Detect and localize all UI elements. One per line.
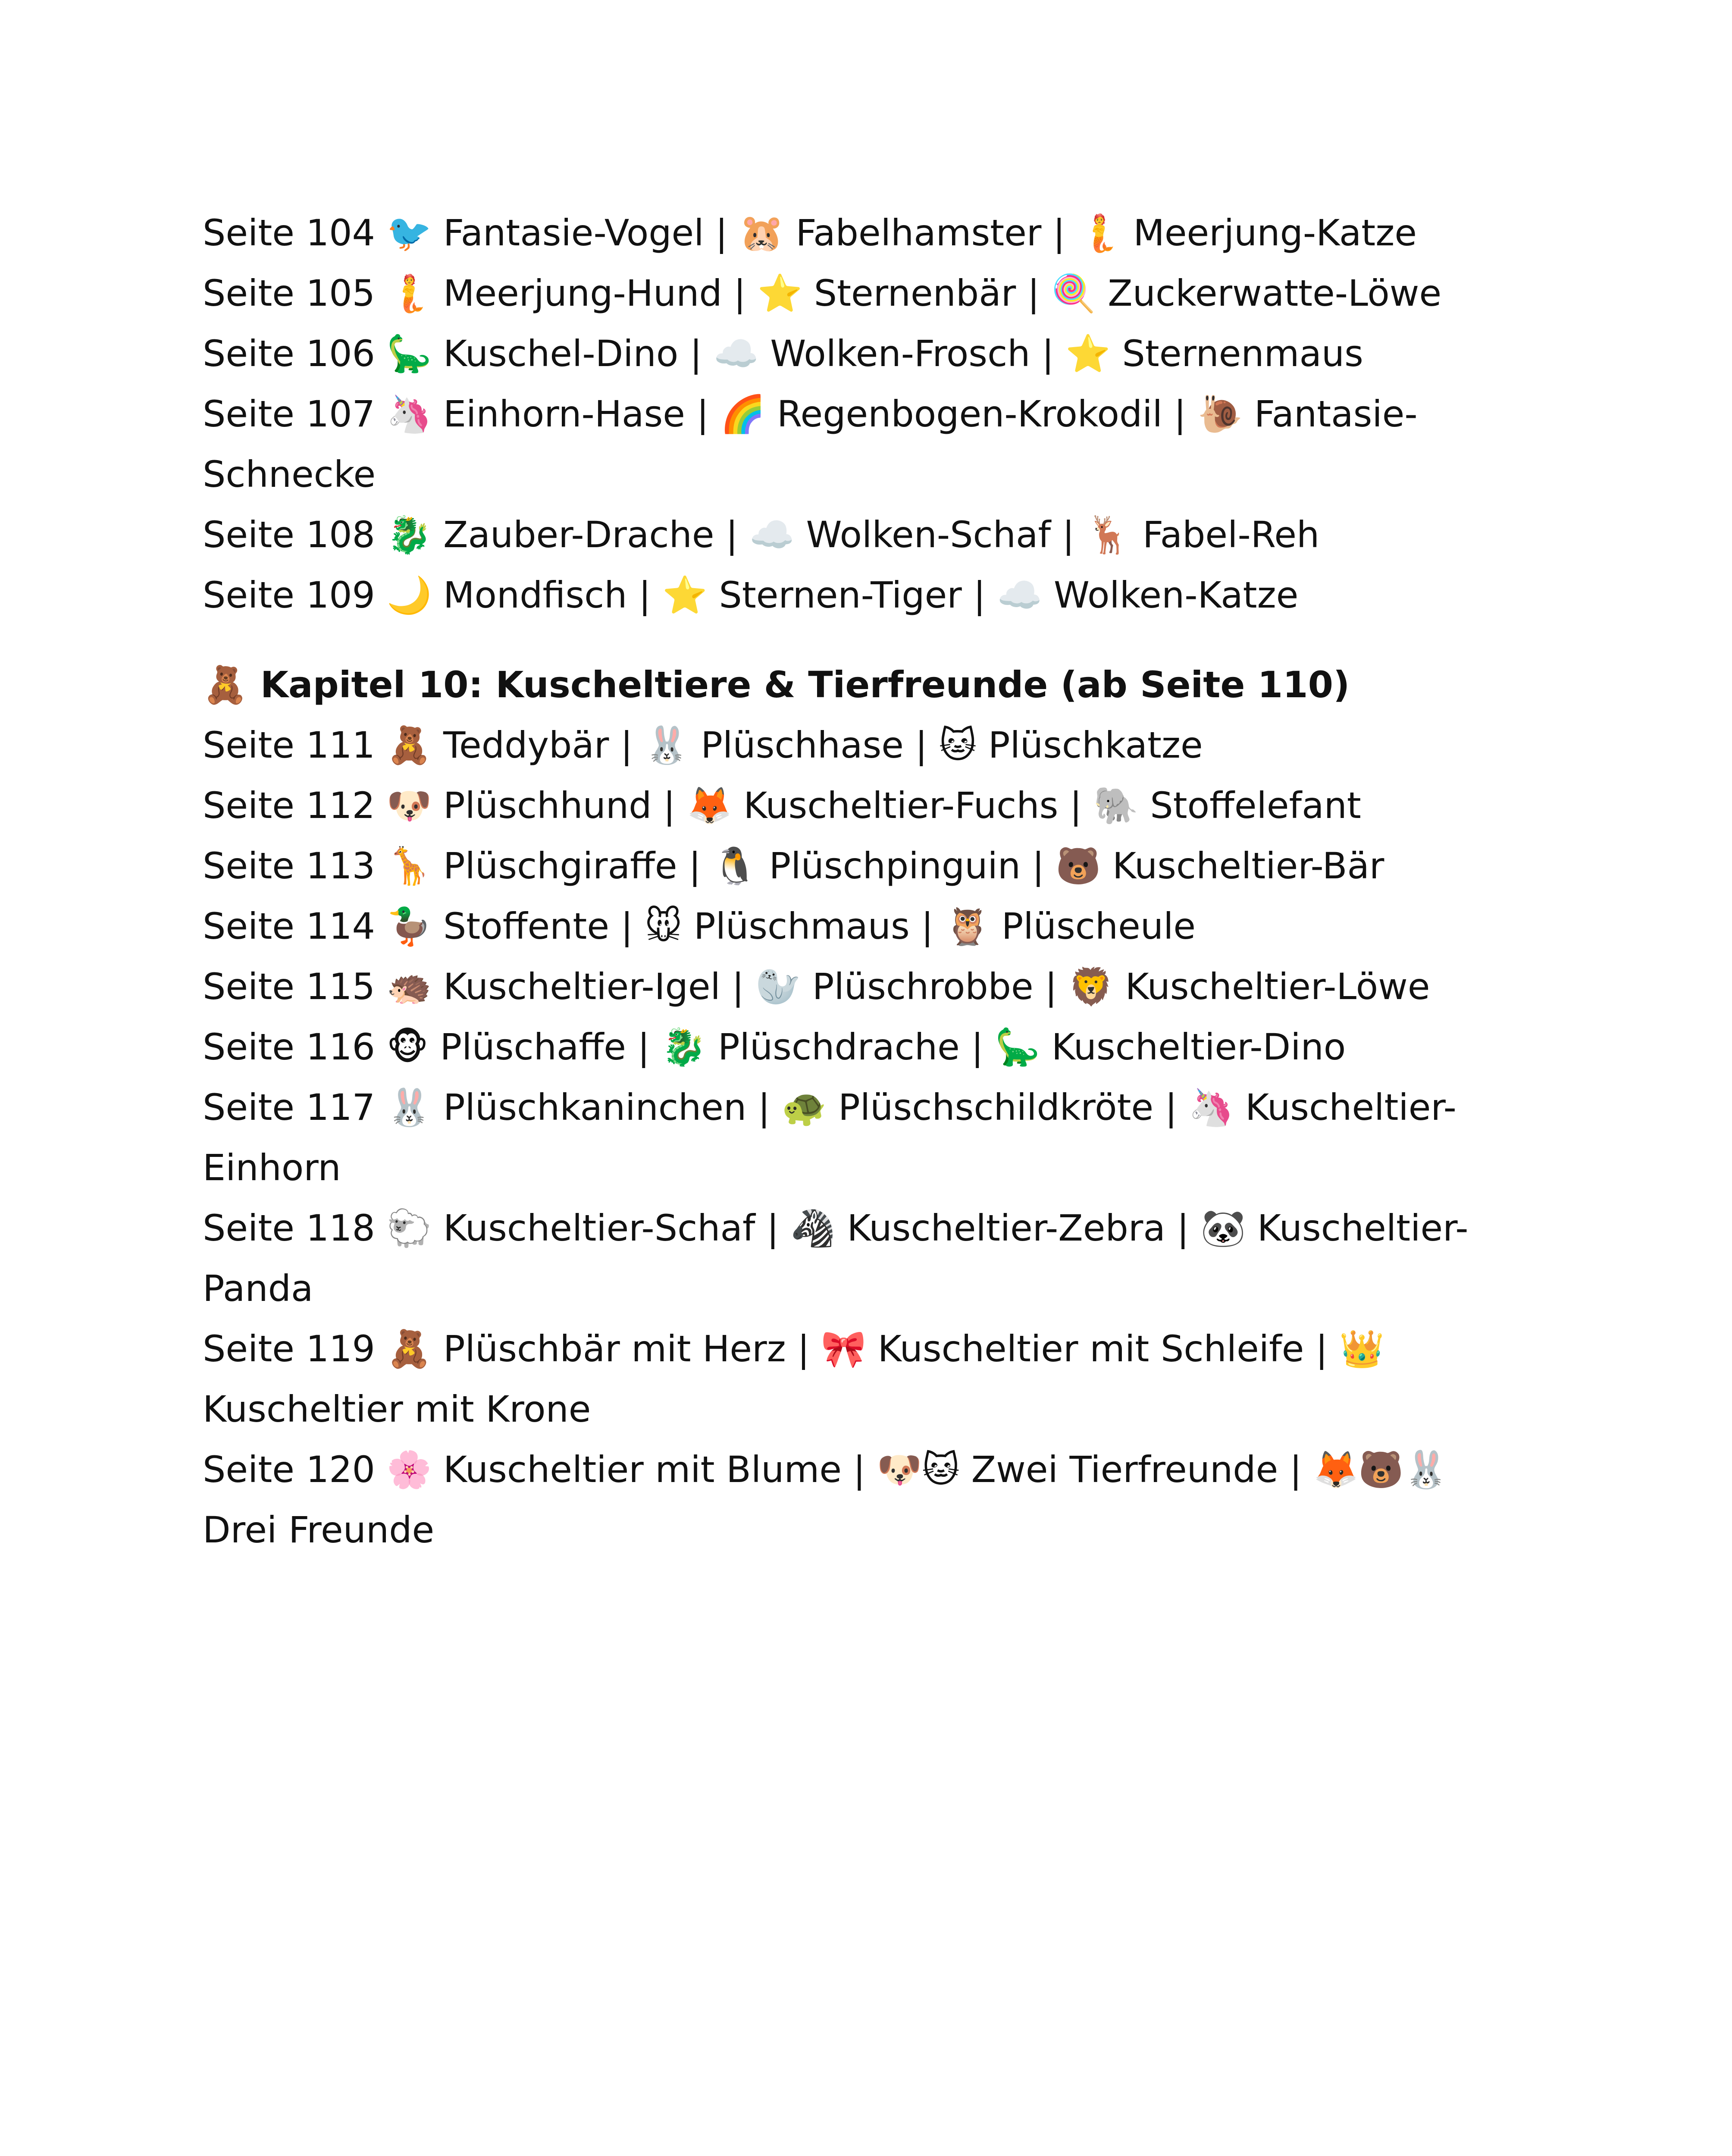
page-entry-115: Seite 115 🦔 Kuscheltier-Igel | 🦭 Plüschrobbe | 🦁 Kuscheltier-Löwe	[203, 965, 1430, 1008]
section-fantasy-animals	[203, 203, 1531, 625]
page-entry-120: Seite 120 🌸 Kuscheltier mit Blume | 🐶🐱 Zwei Tierfreunde | 🦊🐻🐰 Drei Freunde	[203, 1448, 1449, 1551]
document-page	[203, 203, 1531, 1560]
page-entry-105: Seite 105 🧜 Meerjung-Hund | ⭐ Sternenbär | 🍭 Zuckerwatte-Löwe	[203, 272, 1442, 314]
page-entry-118: Seite 118 🐑 Kuscheltier-Schaf | 🦓 Kuscheltier-Zebra | 🐼 Kuscheltier-Panda	[203, 1207, 1469, 1310]
page-entry-114: Seite 114 🦆 Stoffente | 🐭 Plüschmaus | 🦉 Plüscheule	[203, 905, 1196, 947]
page-entry-116: Seite 116 🐵 Plüschaffe | 🐉 Plüschdrache | 🦕 Kuscheltier-Dino	[203, 1026, 1346, 1068]
page-entry-119: Seite 119 🧸 Plüschbär mit Herz | 🎀 Kuscheltier mit Schleife | 👑 Kuscheltier mit Krone	[203, 1328, 1384, 1430]
page-entry-113: Seite 113 🦒 Plüschgiraffe | 🐧 Plüschpinguin | 🐻 Kuscheltier-Bär	[203, 845, 1384, 887]
page-entry-106: Seite 106 🦕 Kuschel-Dino | ☁️ Wolken-Frosch | ⭐ Sternenmaus	[203, 332, 1363, 375]
chapter-10-heading: 🧸 Kapitel 10: Kuscheltiere & Tierfreunde (ab Seite 110)	[203, 664, 1350, 706]
page-entry-117: Seite 117 🐰 Plüschkaninchen | 🐢 Plüschschildkröte | 🦄 Kuscheltier-Einhorn	[203, 1086, 1456, 1189]
page-entry-112: Seite 112 🐶 Plüschhund | 🦊 Kuscheltier-Fuchs | 🐘 Stoffelefant	[203, 784, 1361, 827]
page-entry-104: Seite 104 🐦 Fantasie-Vogel | 🐹 Fabelhamster | 🧜 Meerjung-Katze	[203, 212, 1417, 254]
page-entry-109: Seite 109 🌙 Mondfisch | ⭐ Sternen-Tiger | ☁️ Wolken-Katze	[203, 574, 1299, 616]
page-entry-107: Seite 107 🦄 Einhorn-Hase | 🌈 Regenbogen-Krokodil | 🐌 Fantasie-Schnecke	[203, 393, 1418, 495]
section-chapter-10	[203, 715, 1531, 1560]
page-entry-108: Seite 108 🐉 Zauber-Drache | ☁️ Wolken-Schaf | 🦌 Fabel-Reh	[203, 514, 1320, 556]
page-entry-111: Seite 111 🧸 Teddybär | 🐰 Plüschhase | 🐱 Plüschkatze	[203, 724, 1203, 766]
